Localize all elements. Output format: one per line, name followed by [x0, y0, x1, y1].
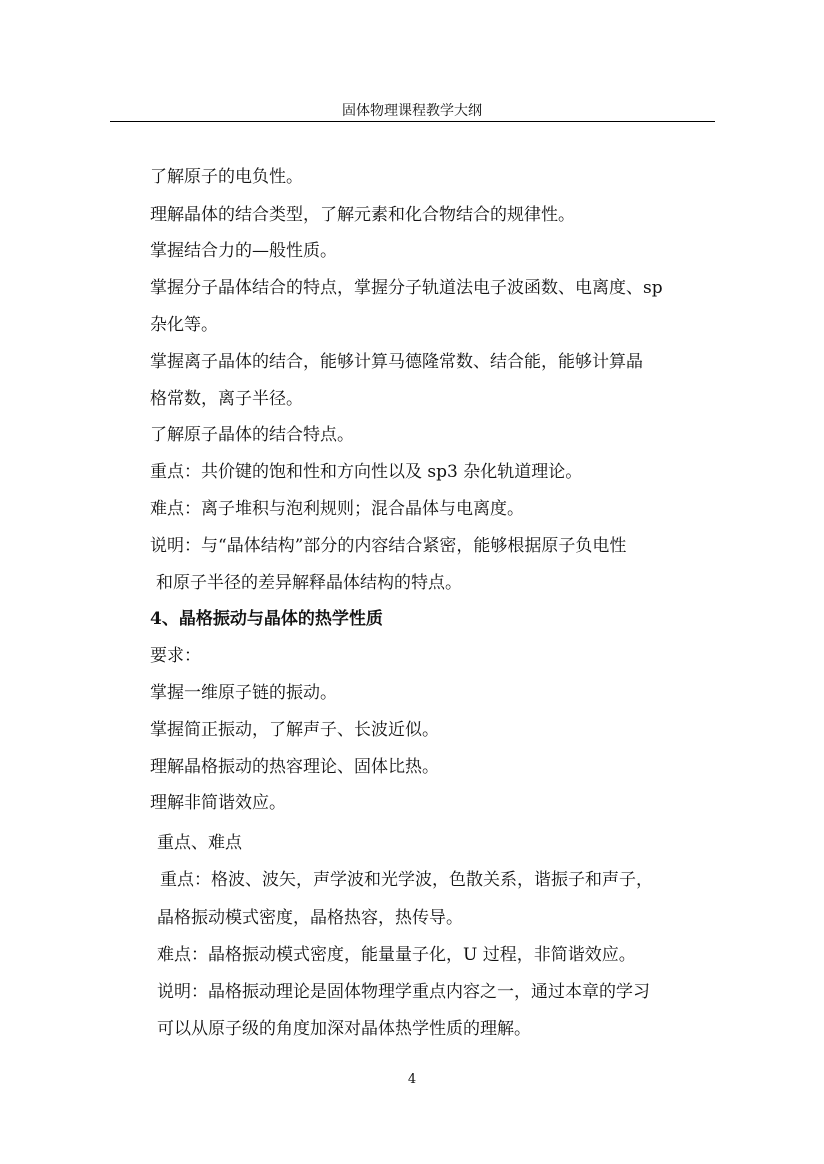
text-line: 重点、难点: [157, 833, 242, 853]
text-line: 掌握离子晶体的结合，能够计算马德隆常数、结合能，能够计算晶: [150, 352, 643, 372]
text-line: 说明：与“晶体结构”部分的内容结合紧密，能够根据原子负电性: [150, 536, 627, 556]
text-line: 要求：: [150, 646, 201, 666]
section-heading: 4、晶格振动与晶体的热学性质: [150, 609, 383, 629]
text-line: 掌握分子晶体结合的特点，掌握分子轨道法电子波函数、电离度、sp: [150, 278, 663, 298]
text-line: 理解晶格振动的热容理论、固体比热。: [150, 757, 439, 777]
text-line: 理解晶体的结合类型，了解元素和化合物结合的规律性。: [150, 205, 575, 225]
text-line: 格常数，离子半径。: [150, 389, 303, 409]
header-rule: [110, 121, 715, 122]
text-line: 了解原子晶体的结合特点。: [150, 425, 354, 445]
text-line: 难点：离子堆积与泡利规则；混合晶体与电离度。: [150, 499, 524, 519]
text-line: 了解原子的电负性。: [150, 167, 303, 187]
text-line: 难点：晶格振动模式密度，能量量子化，U 过程，非简谐效应。: [157, 945, 636, 965]
text-line: 重点：格波、波矢，声学波和光学波，色散关系，谐振子和声子，: [160, 870, 653, 890]
text-line: 和原子半径的差异解释晶体结构的特点。: [156, 573, 462, 593]
text-line: 可以从原子级的角度加深对晶体热学性质的理解。: [157, 1019, 531, 1039]
text-line: 晶格振动模式密度，晶格热容，热传导。: [157, 908, 463, 928]
page-number: 4: [407, 1072, 417, 1087]
text-line: 掌握结合力的—般性质。: [150, 241, 337, 261]
running-header: 固体物理课程教学大纲: [342, 103, 482, 119]
text-line: 掌握一维原子链的振动。: [150, 683, 337, 703]
text-line: 说明：晶格振动理论是固体物理学重点内容之一，通过本章的学习: [157, 982, 650, 1002]
text-line: 掌握简正振动，了解声子、长波近似。: [150, 720, 439, 740]
text-line: 理解非简谐效应。: [150, 793, 286, 813]
text-line: 重点：共价键的饱和性和方向性以及 sp3 杂化轨道理论。: [150, 462, 583, 482]
text-line: 杂化等。: [150, 315, 218, 335]
